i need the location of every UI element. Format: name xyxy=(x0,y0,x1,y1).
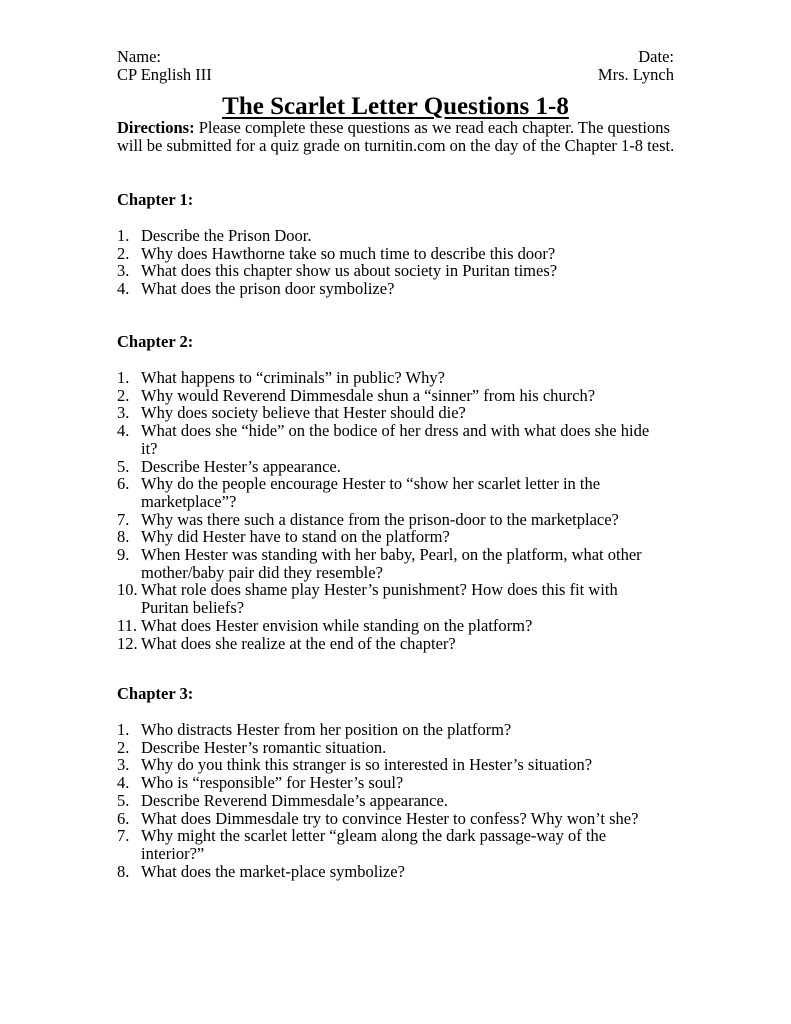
question-item xyxy=(117,227,662,245)
question-text: Describe Hester’s appearance. xyxy=(141,456,341,476)
course-name: CP English III xyxy=(117,65,212,84)
question-number: 6. xyxy=(117,474,130,494)
question-text: What does the prison door symbolize? xyxy=(141,279,395,299)
question-text: What does Dimmesdale try to convince Hester to confess? Why won’t she? xyxy=(141,808,639,828)
question-text: What does she realize at the end of the chapter? xyxy=(141,633,456,653)
question-item xyxy=(117,863,662,881)
date-label: Date: xyxy=(638,47,674,66)
question-text: Describe Reverend Dimmesdale’s appearance. xyxy=(141,790,448,810)
question-number: 3. xyxy=(117,403,130,423)
question-text: What role does shame play Hester’s punishment? How does this fit with Puritan beliefs? xyxy=(141,580,618,618)
question-number: 3. xyxy=(117,755,130,775)
question-item xyxy=(117,458,662,476)
question-text: Why does Hawthorne take so much time to describe this door? xyxy=(141,243,556,263)
question-item xyxy=(117,546,662,581)
question-number: 2. xyxy=(117,737,130,757)
question-item xyxy=(117,617,662,635)
question-text: What does she “hide” on the bodice of her dress and with what does she hide it? xyxy=(141,421,650,458)
directions-label: Directions: xyxy=(117,118,195,137)
question-text: Why might the scarlet letter “gleam along the dark passage-way of the interior?” xyxy=(141,826,607,863)
question-item xyxy=(117,827,662,862)
question-item xyxy=(117,774,662,792)
directions xyxy=(117,119,677,155)
question-text: Who is “responsible” for Hester’s soul? xyxy=(141,773,404,793)
question-item xyxy=(117,528,662,546)
question-number: 5. xyxy=(117,456,130,476)
question-number: 8. xyxy=(117,527,130,547)
question-item xyxy=(117,245,662,263)
question-text: What does Hester envision while standing on the platform? xyxy=(141,615,533,635)
question-item xyxy=(117,792,662,810)
page-title: The Scarlet Letter Questions 1-8 xyxy=(222,93,569,120)
question-text: When Hester was standing with her baby, Pearl, on the platform, what other mother/baby pair did they resemble? xyxy=(141,545,642,582)
question-text: Why did Hester have to stand on the platform? xyxy=(141,527,450,547)
question-number: 9. xyxy=(117,545,130,565)
question-text: What does the market-place symbolize? xyxy=(141,861,405,881)
question-text: Why would Reverend Dimmesdale shun a “sinner” from his church? xyxy=(141,385,596,405)
chapter-3-heading: Chapter 3: xyxy=(117,684,194,703)
chapter-1-heading: Chapter 1: xyxy=(117,190,194,209)
question-text: What happens to “criminals” in public? Why? xyxy=(141,368,445,387)
question-item xyxy=(117,581,662,616)
question-number: 7. xyxy=(117,509,130,529)
question-item xyxy=(117,511,662,529)
question-number: 5. xyxy=(117,790,130,810)
question-item xyxy=(117,422,662,457)
question-text: Why do you think this stranger is so interested in Hester’s situation? xyxy=(141,755,593,775)
question-number: 1. xyxy=(117,226,130,245)
name-label: Name: xyxy=(117,47,161,66)
question-text: Who distracts Hester from her position on the platform? xyxy=(141,720,512,739)
question-text: Why does society believe that Hester should die? xyxy=(141,403,466,423)
chapter-1-questions xyxy=(117,227,662,298)
question-item xyxy=(117,475,662,510)
question-item xyxy=(117,810,662,828)
question-number: 11. xyxy=(117,615,138,635)
chapter-2-questions xyxy=(117,369,662,652)
teacher-name: Mrs. Lynch xyxy=(597,65,674,84)
question-number: 1. xyxy=(117,368,130,387)
question-number: 4. xyxy=(117,421,130,441)
question-item xyxy=(117,387,662,405)
question-number: 4. xyxy=(117,773,130,793)
question-text: Why do the people encourage Hester to “show her scarlet letter in the marketplace”? xyxy=(141,474,601,511)
question-text: Describe the Prison Door. xyxy=(141,226,312,245)
question-text: Why was there such a distance from the prison-door to the marketplace? xyxy=(141,509,619,529)
question-number: 3. xyxy=(117,261,130,281)
question-number: 12. xyxy=(117,633,138,653)
question-item xyxy=(117,404,662,422)
chapter-2-heading: Chapter 2: xyxy=(117,332,194,351)
question-item xyxy=(117,262,662,280)
question-item xyxy=(117,635,662,653)
question-item xyxy=(117,280,662,298)
question-item xyxy=(117,369,662,387)
question-item xyxy=(117,756,662,774)
question-number: 10. xyxy=(117,580,138,600)
question-number: 1. xyxy=(117,720,130,739)
question-text: Describe Hester’s romantic situation. xyxy=(141,737,387,757)
question-item xyxy=(117,739,662,757)
question-item xyxy=(117,721,662,739)
chapter-3-questions xyxy=(117,721,662,880)
question-number: 7. xyxy=(117,826,130,846)
question-number: 4. xyxy=(117,279,130,299)
question-number: 2. xyxy=(117,243,130,263)
question-number: 8. xyxy=(117,861,130,881)
question-text: What does this chapter show us about society in Puritan times? xyxy=(141,261,558,281)
question-number: 2. xyxy=(117,385,130,405)
question-number: 6. xyxy=(117,808,130,828)
directions-text: Please complete these questions as we read each chapter. The questions will be submitted for a quiz grade on turnitin.com on the day of the Chapter 1-8 test. xyxy=(117,118,675,155)
